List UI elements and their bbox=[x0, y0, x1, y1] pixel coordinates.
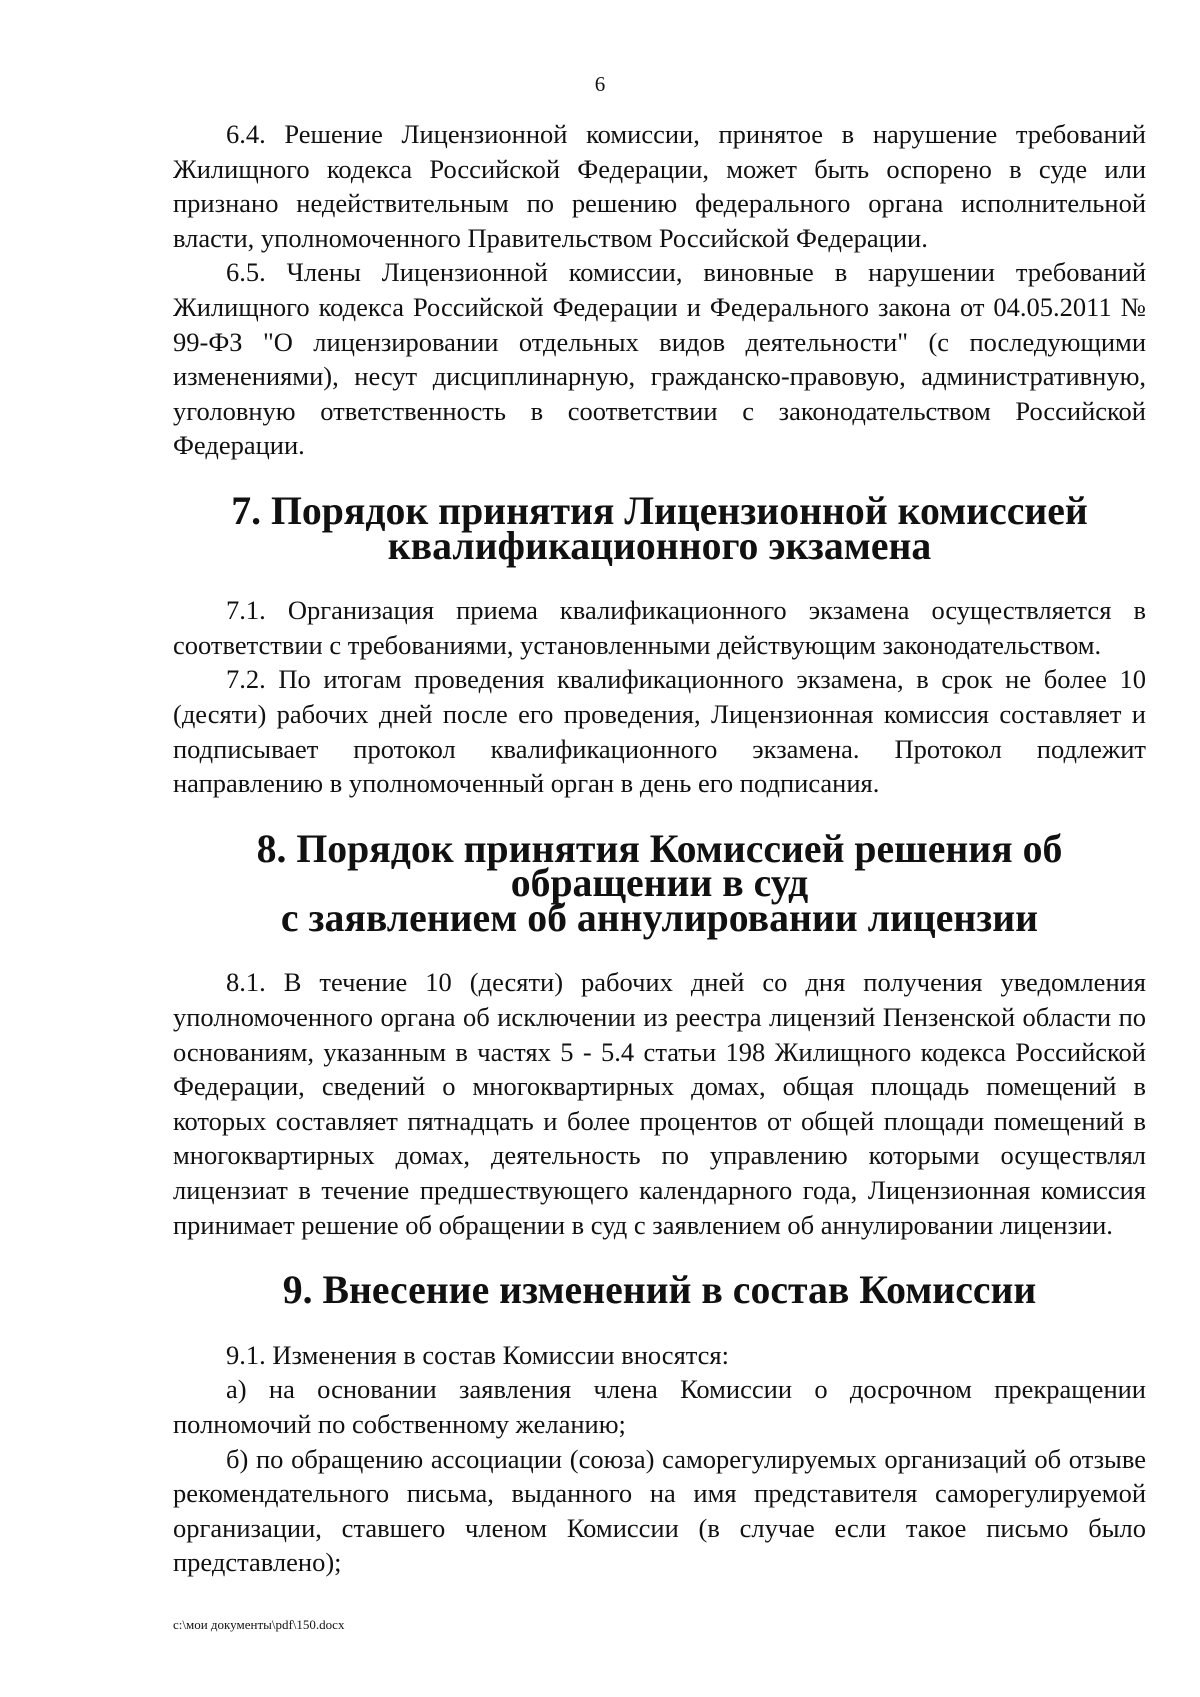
section-8-heading-line-2: с заявлением об аннулировании лицензии bbox=[280, 895, 1039, 940]
page-number: 6 bbox=[594, 72, 606, 96]
paragraph-6-4: 6.4. Решение Лицензионной комиссии, принятое в нарушение требований Жилищного кодекса Российской Федерации, может быть оспорено в суде или признано недействительным по решению федерального органа исполнительной власти, уполномоченного Правительством Российской Федерации. bbox=[173, 119, 1146, 253]
paragraph-9-1: 9.1. Изменения в состав Комиссии вносятся: bbox=[226, 1339, 729, 1370]
section-7-heading-line-1: 7. Порядок принятия Лицензионной комиссией bbox=[231, 488, 1088, 533]
paragraph-6-5: 6.5. Члены Лицензионной комиссии, виновные в нарушении требований Жилищного кодекса Российской Федерации и Федерального закона от 04.05.2011 № 99-ФЗ "О лицензировании отдельных видов деятельности" (с последующими изменениями), несут дисциплинарную, гражданско-правовую, административную, уголовную ответственность в соответствии с законодательством Российской Федерации. bbox=[173, 257, 1146, 461]
section-8-heading bbox=[173, 826, 1146, 940]
paragraph-9-1-b: б) по обращению ассоциации (союза) саморегулируемых организаций об отзыве рекомендательного письма, выданного на имя представителя саморегулируемой организации, ставшего членом Комиссии (в случае если такое письмо было представлено); bbox=[173, 1443, 1146, 1578]
section-7-heading-line-2: квалификационного экзамена bbox=[387, 523, 932, 568]
document-body bbox=[173, 117, 1146, 1580]
section-9-heading bbox=[173, 1268, 1146, 1313]
section-8-heading-line-1: 8. Порядок принятия Комиссией решения об обращении в суд bbox=[256, 826, 1063, 906]
footer-file-path: c:\мои документы\pdf\150.docx bbox=[173, 1617, 345, 1632]
paragraph-8-1: 8.1. В течение 10 (десяти) рабочих дней со дня получения уведомления уполномоченного органа об исключении из реестра лицензий Пензенской области по основаниям, указанным в частях 5 - 5.4 статьи 198 Жилищного кодекса Российской Федерации, сведений о многоквартирных домах, общая площадь помещений в которых составляет пятнадцать и более процентов от общей площади помещений в многоквартирных домах, деятельность по управлению которыми осуществлял лицензиат в течение предшествующего календарного года, Лицензионная комиссия принимает решение об обращении в суд с заявлением об аннулировании лицензии. bbox=[173, 967, 1146, 1240]
section-9-heading-line-1: 9. Внесение изменений в состав Комиссии bbox=[282, 1268, 1037, 1313]
paragraph-7-1: 7.1. Организация приема квалификационного экзамена осуществляется в соответствии с требованиями, установленными действующим законодательством. bbox=[173, 595, 1146, 660]
section-7-heading bbox=[173, 488, 1146, 568]
paragraph-7-2: 7.2. По итогам проведения квалификационного экзамена, в срок не более 10 (десяти) рабочих дней после его проведения, Лицензионная комиссия составляет и подписывает протокол квалификационного экзамена. Протокол подлежит направлению в уполномоченный орган в день его подписания. bbox=[173, 664, 1146, 799]
paragraph-9-1-a: а) на основании заявления члена Комиссии о досрочном прекращении полномочий по собственному желанию; bbox=[173, 1374, 1146, 1439]
